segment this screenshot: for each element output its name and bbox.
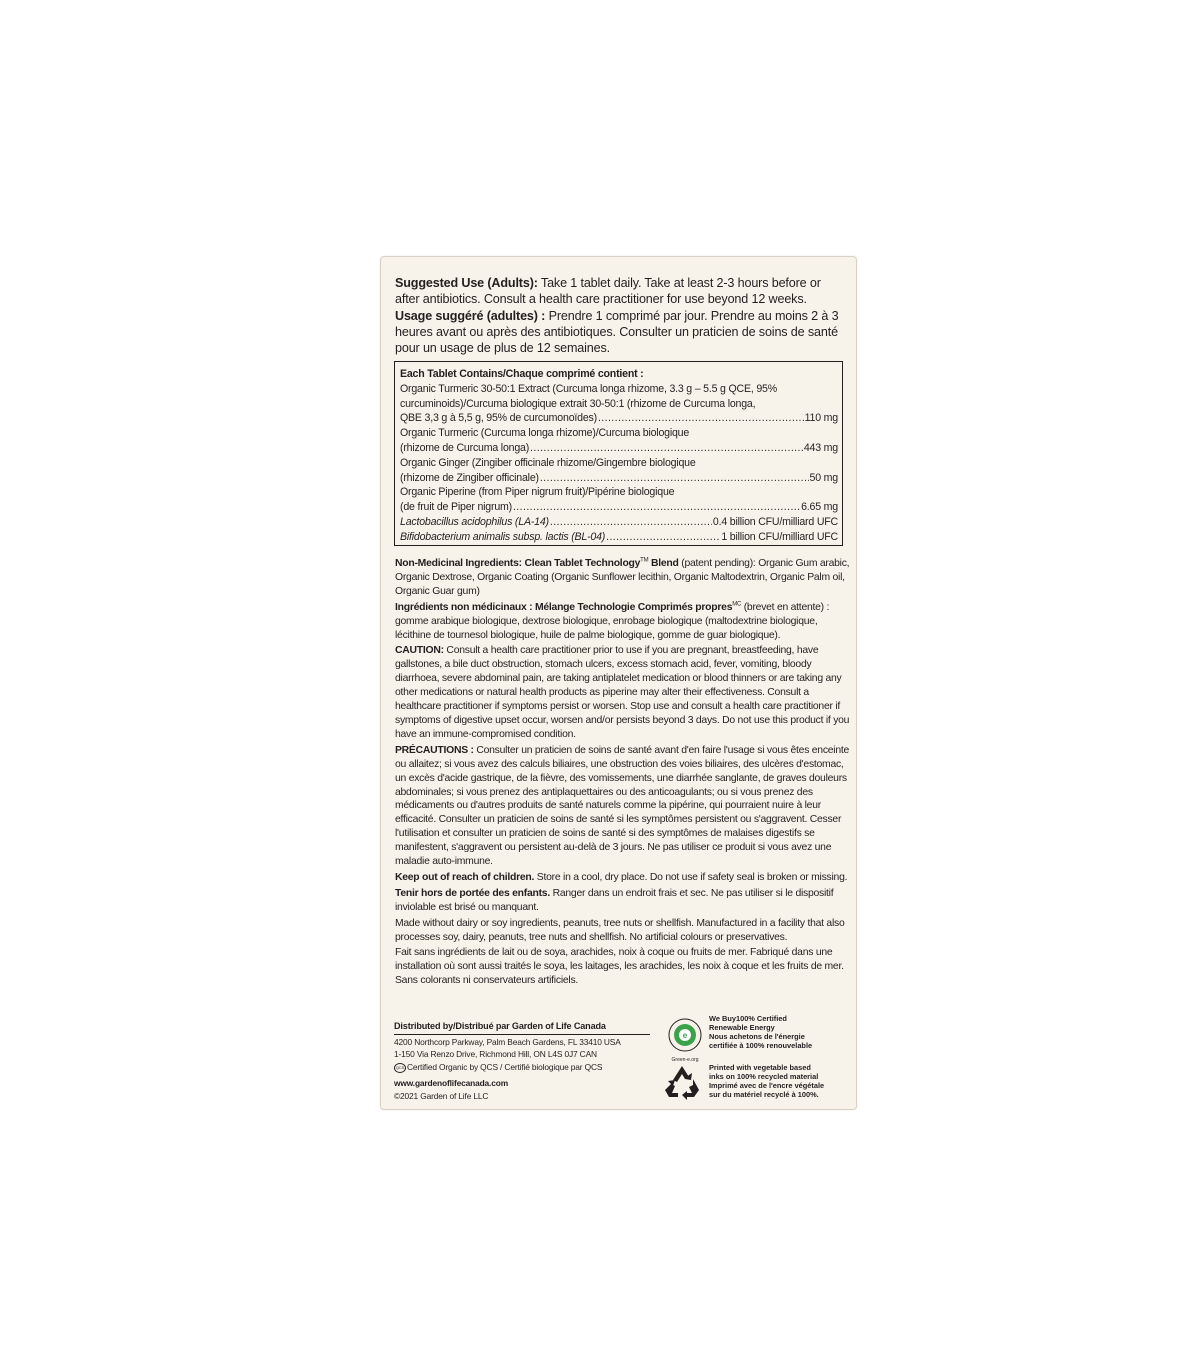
lactobacillus-row — [400, 515, 838, 530]
storage-fr — [395, 887, 853, 915]
lactobacillus-name: Lactobacillus acidophilus (LA-14) — [400, 515, 549, 528]
suggested-use-fr-text: Prendre 1 comprimé par jour. Prendre au moins 2 à 3 heures avant ou après des antibiotiques. Consulter un praticien de soins de santé pour un usage de plus de 12 semaines. — [395, 308, 839, 356]
turmeric-line-2: (rhizome de Curcuma longa) — [400, 441, 530, 454]
suggested-use-en-label: Suggested Use (Adults): — [395, 276, 538, 290]
trademark-sup: TM — [640, 557, 649, 564]
lactobacillus-amount: 0.4 billion CFU/milliard UFC — [712, 515, 838, 528]
caution-text: Consult a health care practitioner prior to use if you are pregnant, breastfeeding, have gallstones, a bile duct obstruction, stomach ulcers, excess stomach acid, fever, vomiting, bloody diarrhoea, severe abdominal pain, are taking antiplatelet medication or blood thinners or are taking any other medications or natural health products as piperine may alter their effectiveness. Consult a healthcare practitioner if symptoms persist or worsen. Stop use and consult a health care practitioner if symptoms of digestive upset occur, worsen and/or persists beyond 3 days. Do not use this product if you have an immune-compromised condition. — [395, 645, 850, 740]
turmeric-extract-line-2: curcuminoids)/Curcuma biologique extrait 30-50:1 (rhizome de Curcuma longa, — [400, 397, 756, 410]
certified-organic-line — [394, 1061, 650, 1074]
energy-fr-2: certifiée à 100% renouvelable — [709, 1041, 813, 1050]
non-medicinal-en-label-2: Blend — [648, 558, 679, 569]
storage-fr-text: Ranger dans un endroit frais et sec. Ne pas utiliser si le dispositif inviolable est brisé ou manquant. — [395, 887, 834, 913]
turmeric-row — [400, 441, 838, 456]
distributor-header: Distributed by/Distribué par Garden of Life Canada — [394, 1020, 650, 1035]
allergen-fr: Fait sans ingrédients de lait ou de soya, arachides, noix à coque ou fruits de mer. Fabriqué dans une installation où sont aussi traités le soya, les laitages, les arachides, les noix à coque et les fruits de mer. Sans colorants ni conservateurs artificiels. — [395, 947, 844, 987]
energy-en-2: Renewable Energy — [709, 1023, 775, 1032]
piperine-row — [400, 500, 838, 515]
medicinal-ingredients-box — [394, 361, 843, 546]
leader-dots — [550, 515, 712, 530]
inks-fr-1: Imprimé avec de l'encre végétale — [709, 1081, 825, 1090]
precautions-label: PRÉCAUTIONS : — [395, 744, 474, 756]
suggested-use-en-text: Take 1 tablet daily. Take at least 2-3 hours before or after antibiotics. Consult a health care practitioner for use beyond 12 weeks. — [395, 276, 821, 307]
green-e-certified-icon — [667, 1017, 703, 1065]
copyright: ©2021 Garden of Life LLC — [394, 1090, 489, 1101]
turmeric-extract-amount: 110 mg — [804, 412, 838, 425]
energy-fr-1: Nous achetons de l'énergie — [709, 1032, 805, 1041]
ingredients-header: Each Tablet Contains/Chaque comprimé contient : — [400, 368, 644, 380]
turmeric-extract-line-1: Organic Turmeric 30-50:1 Extract (Curcuma longa rhizome, 3.3 g – 5.5 g QCE, 95% — [400, 382, 777, 395]
non-medicinal-en-label: Non-Medicinal Ingredients: Clean Tablet Technology — [395, 558, 641, 569]
bifidobacterium-amount: 1 billion CFU/milliard UFC — [721, 530, 838, 543]
inks-en-1: Printed with vegetable based — [709, 1063, 811, 1072]
mc-sup: MC — [732, 601, 742, 608]
turmeric-line-1: Organic Turmeric (Curcuma longa rhizome)/Curcuma biologique — [400, 427, 690, 440]
leader-dots — [598, 411, 804, 426]
leader-dots — [530, 441, 803, 456]
storage-en — [395, 871, 853, 885]
storage-en-text: Store in a cool, dry place. Do not use if safety seal is broken or missing. — [534, 871, 848, 883]
suggested-use-en — [395, 275, 847, 308]
piperine-amount: 6.65 mg — [801, 501, 838, 514]
turmeric-extract-line-3: QBE 3,3 g à 5,5 g, 95% de curcumonoïdes) — [400, 412, 597, 425]
piperine-line-2: (de fruit de Piper nigrum) — [400, 501, 512, 514]
ginger-line-1: Organic Ginger (Zingiber officinale rhizome/Gingembre biologique — [400, 456, 696, 469]
distributor-address-us: 4200 Northcorp Parkway, Palm Beach Gardens, FL 33410 USA — [394, 1036, 621, 1047]
website-link[interactable]: www.gardenoflifecanada.com — [394, 1078, 508, 1089]
precautions-paragraph — [395, 744, 853, 869]
ginger-row — [400, 471, 838, 486]
allergen-en: Made without dairy or soy ingredients, peanuts, tree nuts or shellfish. Manufactured in a facility that also processes soy, dairy, peanuts, tree nuts and shellfish. No artificial colours or preservatives. — [395, 917, 845, 943]
bifidobacterium-name: Bifidobacterium animalis subsp. lactis (BL-04) — [400, 530, 606, 543]
turmeric-extract-row — [400, 411, 838, 426]
non-medicinal-fr-text: (brevet en attente) : gomme arabique biologique, dextrose biologique, enrobage biologique (maltodextrine biologique, lécithine de tournesol biologique, huile de palme biologique, gomme de guar biologique). — [395, 601, 830, 641]
caution-label: CAUTION: — [395, 645, 444, 657]
distributor-address-ca: 1-150 Via Renzo Drive, Richmond Hill, ON L4S 0J7 CAN — [394, 1049, 597, 1060]
distributor-block — [394, 1020, 650, 1103]
recycled-inks-text — [709, 1063, 849, 1099]
energy-en-1: We Buy100% Certified — [709, 1014, 787, 1023]
inks-fr-2: sur du matériel recyclé à 100%. — [709, 1090, 819, 1099]
caution-paragraph — [395, 644, 853, 741]
leader-dots — [540, 471, 809, 486]
renewable-energy-text — [709, 1014, 849, 1050]
leader-dots — [606, 530, 720, 545]
svg-text:e: e — [682, 1031, 688, 1040]
label-body-text — [395, 557, 853, 990]
precautions-text: Consulter un praticien de soins de santé avant d'en faire l'usage si vous êtes enceinte ou allaitez; si vous avez des calculs biliaires, une obstruction des voies biliaires, des ulcères d'estomac, un excès d'acide gastrique, de la fièvre, des vomissements, une diarrhée sanglante, de graves douleurs abdominales; si vous prenez des antiplaquettaires ou des anticoagulants; ou si vous prenez des médicaments ou d'autres produits de santé naturels comme la pipérine, qui pourraient nuire à leur efficacité. Consulter un praticien de soins de santé si les symptômes persistent ou s'aggravent. Cesser l'utilisation et consulter un praticien de soins de santé si des symptômes de malaises digestifs se manifestent, s'aggravent ou persistent au-delà de 3 jours. Ne pas utiliser ce produit si vous avez une maladie auto-immune. — [395, 744, 850, 868]
qcs-seal-icon: QCS — [394, 1063, 406, 1073]
storage-fr-label: Tenir hors de portée des enfants. — [395, 887, 550, 899]
green-e-badge-text: Green-e.org — [671, 1057, 699, 1063]
leader-dots — [513, 500, 800, 515]
non-medicinal-en — [395, 557, 853, 599]
ginger-amount: 50 mg — [809, 471, 838, 484]
recycle-icon — [662, 1063, 702, 1103]
suggested-use-section — [395, 275, 847, 356]
inks-en-2: inks on 100% recycled material — [709, 1072, 819, 1081]
certified-organic-text: Certified Organic by QCS / Certifié biologique par QCS — [407, 1061, 603, 1072]
ginger-line-2: (rhizome de Zingiber officinale) — [400, 471, 539, 484]
non-medicinal-fr — [395, 601, 853, 643]
non-medicinal-fr-label: Ingrédients non médicinaux : Mélange Technologie Comprimés propres — [395, 601, 733, 613]
label-panel — [380, 256, 857, 1110]
non-medicinal-en-text: (patent pending): Organic Gum arabic, Organic Dextrose, Organic Coating (Organic Sunflower lecithin, Organic Maltodextrin, Organic Palm oil, Organic Guar gum) — [395, 558, 850, 597]
bifidobacterium-row — [400, 530, 838, 545]
suggested-use-fr-label: Usage suggéré (adultes) : — [395, 308, 546, 323]
suggested-use-fr — [395, 308, 847, 357]
storage-en-label: Keep out of reach of children. — [395, 871, 535, 883]
turmeric-amount: 443 mg — [803, 441, 838, 454]
piperine-line-1: Organic Piperine (from Piper nigrum fruit)/Pipérine biologique — [400, 486, 675, 499]
